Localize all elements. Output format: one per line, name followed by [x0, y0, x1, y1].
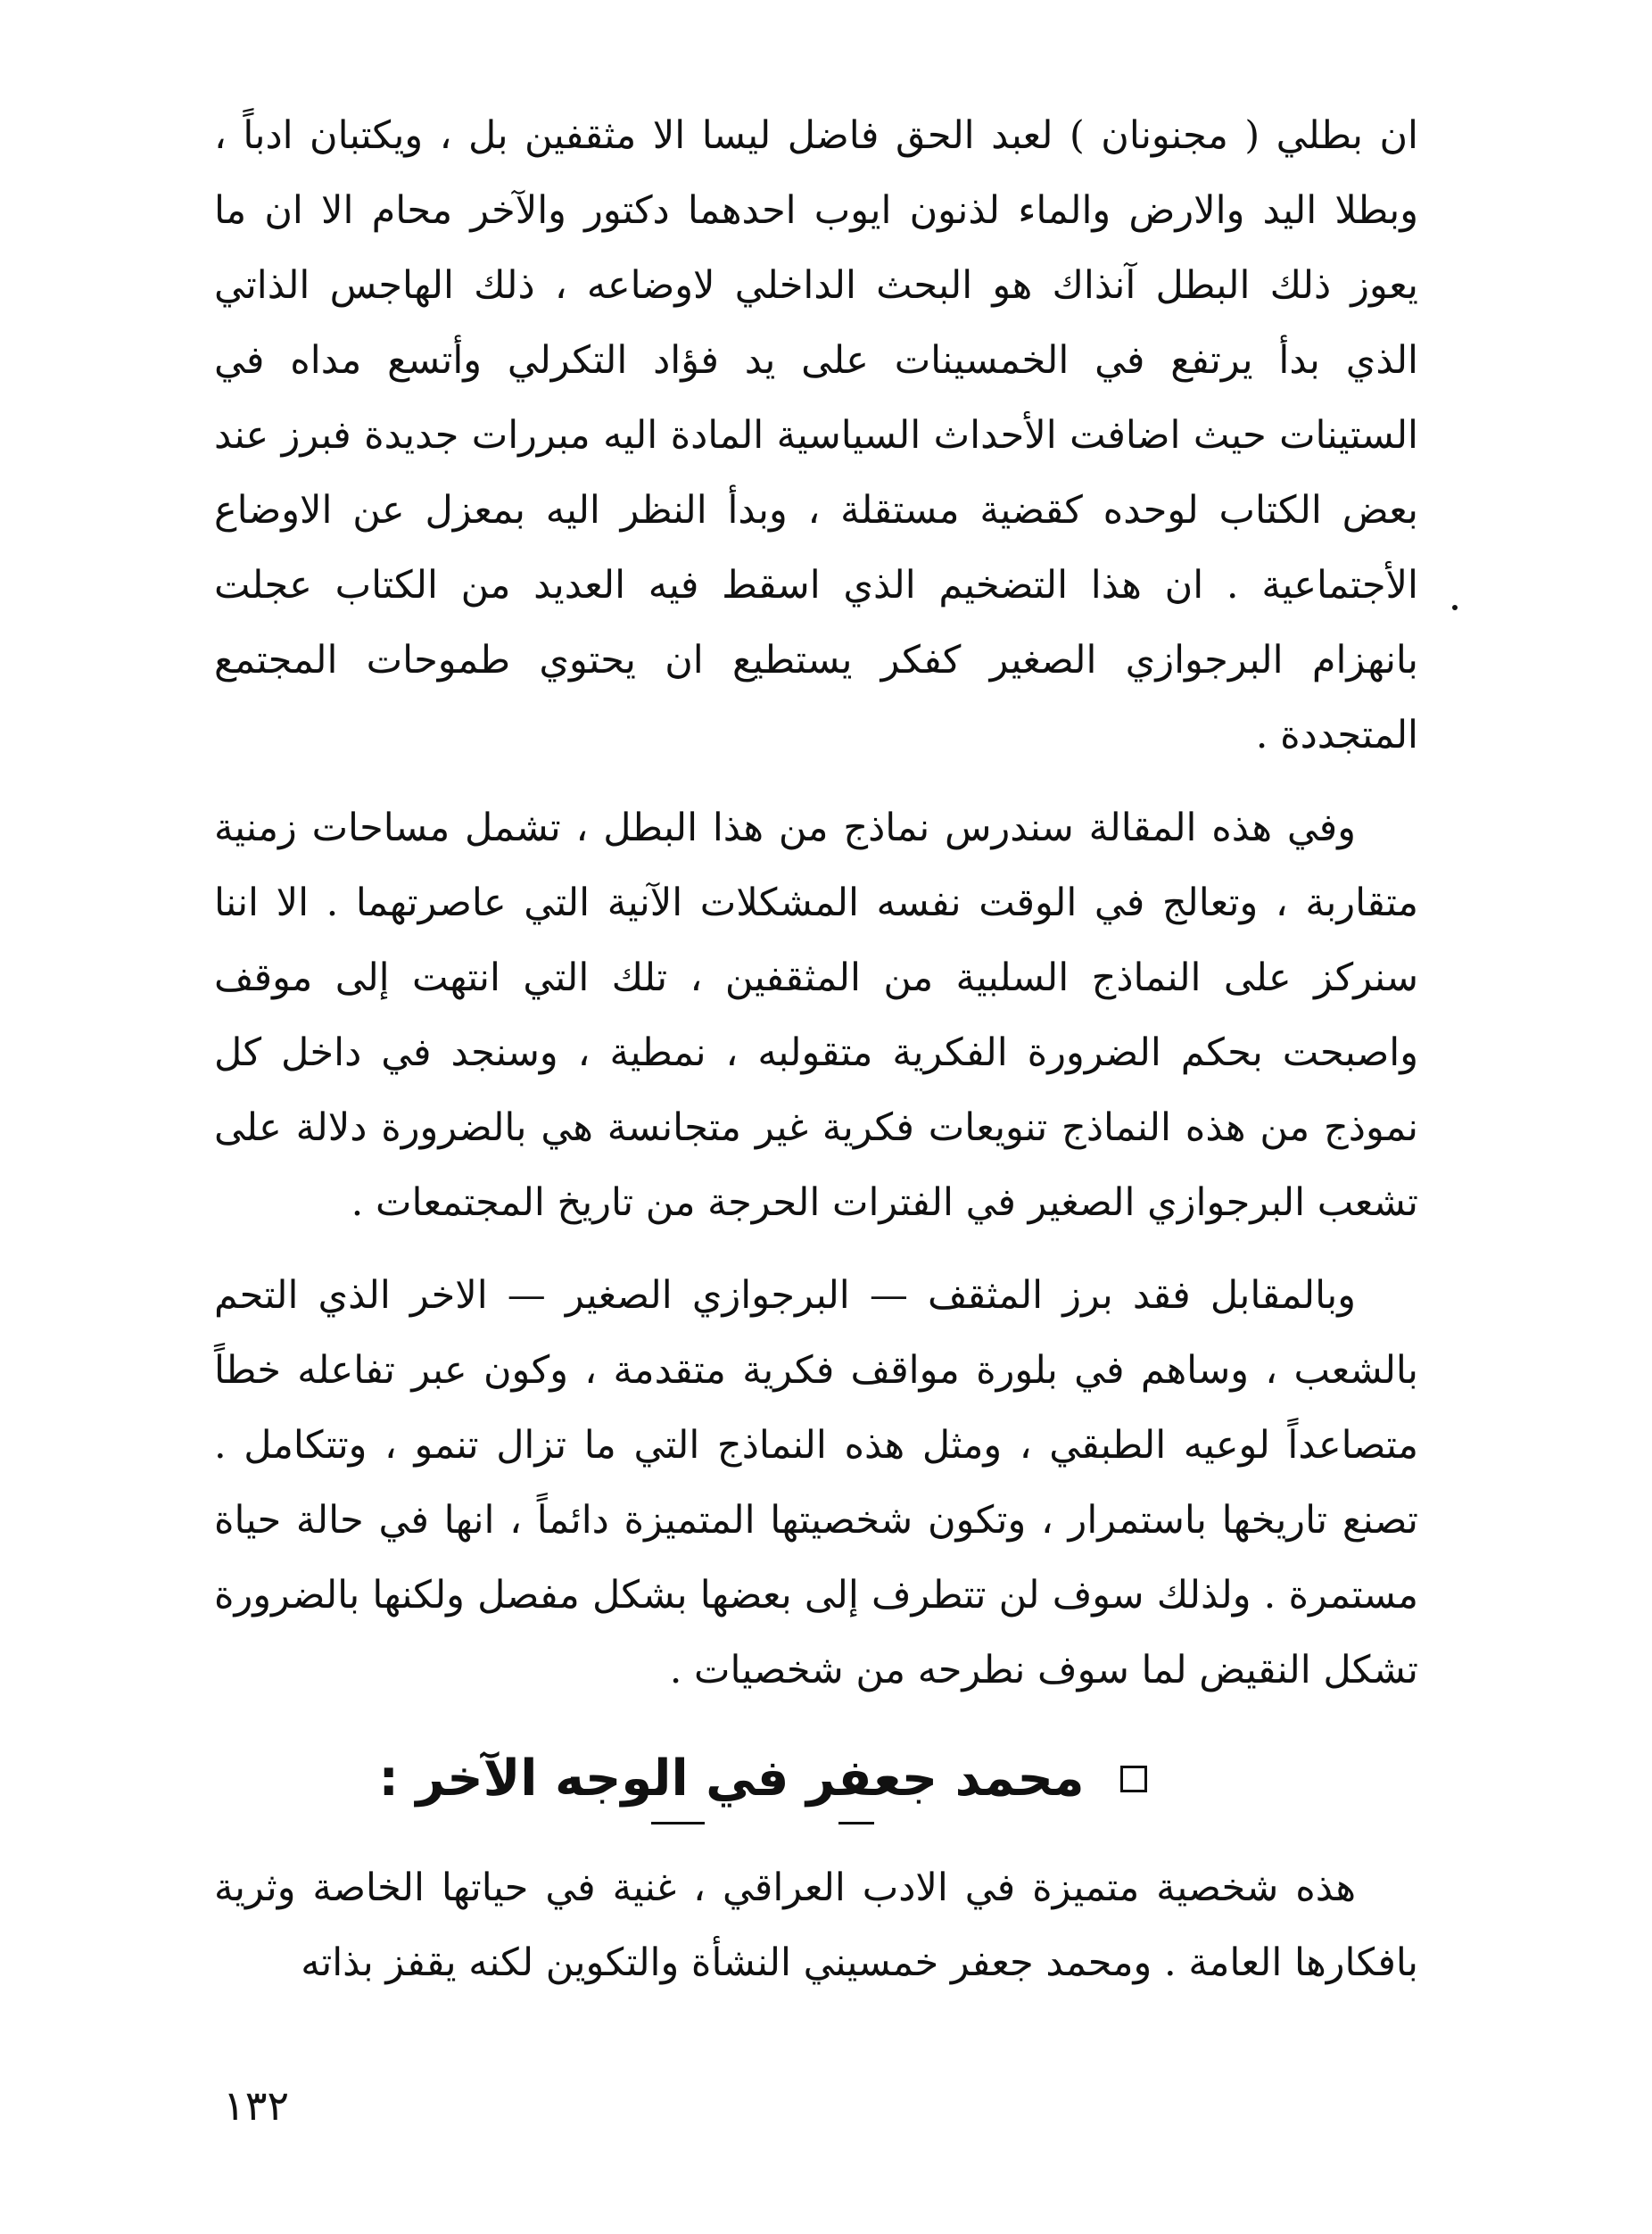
- paragraph-2: وفي هذه المقالة سندرس نماذج من هذا البطل ، تشمل مساحات زمنية متقاربة ، وتعالج في الوقت نفسه المشكلات الآنية التي عاصرتهما . الا اننا سنركز على النماذج السلبية من المثقفين ، تلك التي انتهت إلى موقف واصبحت بحكم الضرورة الفكرية متقولبه ، نمطية ، وسنجد في داخل كل نموذج من هذه النماذج تنويعات فكرية غير متجانسة هي بالضرورة دلالة على تشعب البرجوازي الصغير في الفترات الحرجة من تاريخ المجتمعات .: [214, 806, 1418, 1225]
- paragraph-3: وبالمقابل فقد برز المثقف — البرجوازي الصغير — الاخر الذي التحم بالشعب ، وساهم في بلورة مواقف فكرية متقدمة ، وكون عبر تفاعله خطاً متصاعداً لوعيه الطبقي ، ومثل هذه النماذج التي ما تزال تنمو ، وتتكامل . تصنع تاريخها باستمرار ، وتكون شخصيتها المتميزة دائماً ، انها في حالة حياة مستمرة . ولذلك سوف لن تتطرف إلى بعضها بشكل مفصل ولكنها بالضرورة تشكل النقيض لما سوف نطرحه من شخصيات .: [214, 1273, 1418, 1692]
- section-heading: [214, 1738, 1418, 1820]
- heading-underline: [651, 1822, 981, 1827]
- square-outline-icon: [1120, 1766, 1147, 1792]
- section-heading-text: محمد جعفر في الوجه الآخر :: [378, 1750, 1085, 1808]
- paragraph-1: ان بطلي ( مجنونان ) لعبد الحق فاضل ليسا الا مثقفين بل ، ويكتبان ادباً ، وبطلا اليد والارض والماء لذنون ايوب احدهما دكتور والآخر محام الا ان ما يعوز ذلك البطل آنذاك هو البحث الداخلي لاوضاعه ، ذلك الهاجس الذاتي الذي بدأ يرتفع في الخمسينات على يد فؤاد التكرلي وأتسع مداه في الستينات حيث اضافت الأحداث السياسية المادة اليه مبررات جديدة فبرز عند بعض الكتاب لوحده كقضية مستقلة ، وبدأ النظر اليه بمعزل عن الاوضاع الأجتماعية . ان هذا التضخيم الذي اسقط فيه العديد من الكتاب عجلت بانهزام البرجوازي الصغير كفكر يستطيع ان يحتوي طموحات المجتمع المتجددة .: [214, 113, 1418, 757]
- page-number: ١٣٢: [223, 2081, 290, 2130]
- page-body: [214, 89, 1418, 2234]
- section-paragraph: هذه شخصية متميزة في الادب العراقي ، غنية في حياتها الخاصة وثرية بافكارها العامة . ومحمد جعفر خمسيني النشأة والتكوين لكنه يقفز بذاته: [214, 1866, 1418, 1985]
- margin-dot: [1452, 605, 1458, 610]
